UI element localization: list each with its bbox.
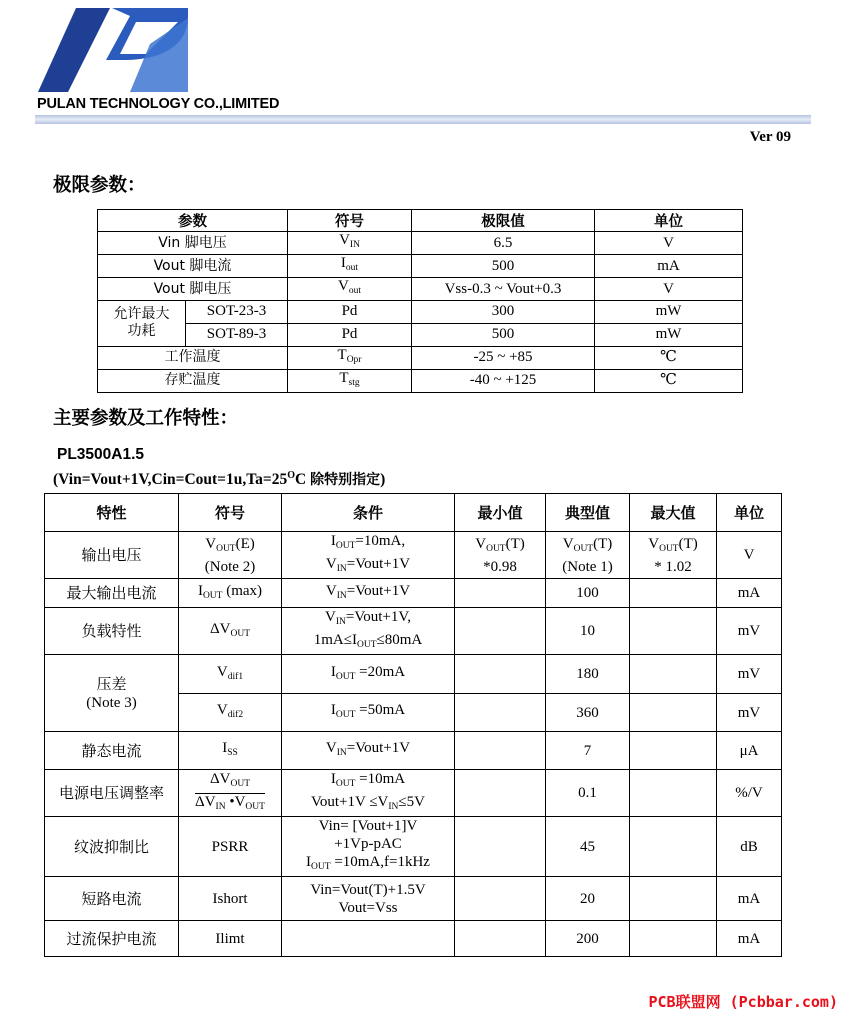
table-header-row (45, 494, 782, 532)
table-row (98, 369, 743, 392)
symbol-cell: $V_{out}$ (288, 278, 412, 301)
characteristics-table (44, 493, 782, 957)
symbol-cell: Ishort (179, 877, 282, 921)
min-cell (455, 655, 546, 694)
abs-max-title: 极限参数： (53, 175, 146, 196)
value-cell: 300 (412, 301, 595, 324)
regulation-fraction: $\frac{\Delta V_{OUT}}{\Delta V_{IN} •V_{OUT}}$ (195, 770, 265, 812)
condition-cell: $V_{IN}=Vout+1V$ (282, 579, 455, 608)
param-cell-power: 允许最大 功耗 (98, 301, 186, 347)
unit-cell: μA (717, 732, 782, 770)
typ-cell: 0.1 (546, 770, 630, 817)
typ-cell: 360 (546, 694, 630, 732)
abs-max-table (97, 209, 743, 393)
unit-cell: %/V (717, 770, 782, 817)
typ-cell: 100 (546, 579, 630, 608)
condition-cell: $V_{IN}=Vout+1V$ (282, 732, 455, 770)
min-cell (455, 877, 546, 921)
typ-cell: 200 (546, 921, 630, 957)
unit-cell: V (717, 532, 782, 579)
name-cell-dropout: 压差 (Note 3) (45, 655, 179, 732)
name-cell: 静态电流 (45, 732, 179, 770)
symbol-cell: PSRR (179, 817, 282, 877)
table-row (45, 921, 782, 957)
min-cell (455, 921, 546, 957)
header-symbol: 符号 (288, 210, 412, 232)
table-row (45, 532, 782, 579)
max-cell (630, 921, 717, 957)
value-cell: Vss-0.3 ~ Vout+0.3 (412, 278, 595, 301)
logo-stroke-left (38, 8, 110, 92)
condition-cell: $I_{OUT} =10mA$ Vout+1V $\le V_{IN}\le 5V$ (282, 770, 455, 817)
name-cell: 输出电压 (45, 532, 179, 579)
name-cell: 电源电压调整率 (45, 770, 179, 817)
table-row (45, 732, 782, 770)
table-row (98, 323, 743, 346)
min-cell (455, 732, 546, 770)
min-cell: $V_{OUT}(T)$ *0.98 (455, 532, 546, 579)
max-cell (630, 655, 717, 694)
max-cell: $V_{OUT}(T)$ * 1.02 (630, 532, 717, 579)
characteristics-title: 主要参数及工作特性： (53, 408, 239, 429)
unit-cell: ℃ (595, 369, 743, 392)
table-row (45, 817, 782, 877)
unit-cell: mV (717, 608, 782, 655)
symbol-cell: $I_{OUT}$ (max) (179, 579, 282, 608)
typ-cell: 45 (546, 817, 630, 877)
symbol-cell: $I_{SS}$ (179, 732, 282, 770)
max-cell (630, 694, 717, 732)
value-cell: -25 ~ +85 (412, 346, 595, 369)
max-cell (630, 817, 717, 877)
typ-cell: $V_{OUT}(T)$ (Note 1) (546, 532, 630, 579)
version-label: Ver 09 (749, 129, 791, 145)
header-limit: 极限值 (412, 210, 595, 232)
header-min: 最小值 (455, 494, 546, 532)
header-typ: 典型值 (546, 494, 630, 532)
symbol-cell: $\Delta V_{OUT}$ (179, 608, 282, 655)
symbol-cell: $I_{out}$ (288, 255, 412, 278)
typ-cell: 10 (546, 608, 630, 655)
header-symbol: 符号 (179, 494, 282, 532)
value-cell: -40 ~ +125 (412, 369, 595, 392)
table-row (45, 655, 782, 694)
unit-cell: V (595, 232, 743, 255)
header-unit: 单位 (595, 210, 743, 232)
max-cell (630, 579, 717, 608)
table-header-row (98, 210, 743, 232)
symbol-cell: $V_{OUT}(E)$ (Note 2) (179, 532, 282, 579)
unit-cell: mV (717, 655, 782, 694)
symbol-cell: $V_{dif2}$ (179, 694, 282, 732)
condition-cell: $I_{OUT}=10mA$, $V_{IN}=Vout+1V$ (282, 532, 455, 579)
name-cell: 最大输出电流 (45, 579, 179, 608)
min-cell (455, 608, 546, 655)
header-rule (35, 115, 811, 124)
min-cell (455, 817, 546, 877)
condition-cell: $I_{OUT} =20mA$ (282, 655, 455, 694)
max-cell (630, 732, 717, 770)
unit-cell: dB (717, 817, 782, 877)
typ-cell: 7 (546, 732, 630, 770)
unit-cell: V (595, 278, 743, 301)
condition-cell: $I_{OUT} =50mA$ (282, 694, 455, 732)
symbol-cell: $V_{IN}$ (288, 232, 412, 255)
header-param: 参数 (98, 210, 288, 232)
param-cell: Vout 脚电压 (98, 278, 288, 301)
package-cell: SOT-89-3 (186, 323, 288, 346)
table-row (98, 278, 743, 301)
header-condition: 条件 (282, 494, 455, 532)
model-number: PL3500A1.5 (57, 446, 145, 463)
table-row (45, 877, 782, 921)
param-cell: 工作温度 (98, 346, 288, 369)
param-cell: Vin 脚电压 (98, 232, 288, 255)
min-cell (455, 694, 546, 732)
symbol-cell: Pd (288, 301, 412, 324)
symbol-cell (179, 770, 282, 817)
header-max: 最大值 (630, 494, 717, 532)
value-cell: 500 (412, 255, 595, 278)
max-cell (630, 877, 717, 921)
watermark-link[interactable]: PCB联盟网 (Pcbbar.com) (648, 993, 838, 1011)
header-unit: 单位 (717, 494, 782, 532)
company-logo (38, 8, 188, 98)
unit-cell: mW (595, 323, 743, 346)
unit-cell: mW (595, 301, 743, 324)
typ-cell: 20 (546, 877, 630, 921)
package-cell: SOT-23-3 (186, 301, 288, 324)
test-conditions: ($Vin=Vout+1V,Cin=Cout=1u,Ta=25^OC$ 除特别指定) (53, 469, 386, 488)
name-cell: 纹波抑制比 (45, 817, 179, 877)
symbol-cell: $V_{dif1}$ (179, 655, 282, 694)
table-row (98, 255, 743, 278)
table-row (98, 232, 743, 255)
symbol-cell: Pd (288, 323, 412, 346)
condition-cell: Vin=Vout(T)+1.5V Vout=Vss (282, 877, 455, 921)
symbol-cell: $T_{stg}$ (288, 369, 412, 392)
typ-cell: 180 (546, 655, 630, 694)
table-row (45, 579, 782, 608)
unit-cell: mV (717, 694, 782, 732)
unit-cell: mA (717, 579, 782, 608)
max-cell (630, 770, 717, 817)
min-cell (455, 770, 546, 817)
value-cell: 6.5 (412, 232, 595, 255)
unit-cell: mA (717, 877, 782, 921)
table-row (45, 608, 782, 655)
name-cell: 短路电流 (45, 877, 179, 921)
unit-cell: mA (717, 921, 782, 957)
condition-cell: Vin= [Vout+1]V +1Vp-pAC $I_{OUT} =10mA,f=1kHz$ (282, 817, 455, 877)
condition-cell: $V_{IN}=Vout+1V$, $1mA\le I_{OUT}\le 80mA$ (282, 608, 455, 655)
symbol-cell: $T_{Opr}$ (288, 346, 412, 369)
min-cell (455, 579, 546, 608)
param-cell: Vout 脚电流 (98, 255, 288, 278)
condition-cell (282, 921, 455, 957)
value-cell: 500 (412, 323, 595, 346)
unit-cell: ℃ (595, 346, 743, 369)
header-characteristic: 特性 (45, 494, 179, 532)
name-cell: 负载特性 (45, 608, 179, 655)
table-row (98, 346, 743, 369)
table-row (45, 770, 782, 817)
company-name: PULAN TECHNOLOGY CO.,LIMITED (37, 96, 280, 112)
param-cell: 存贮温度 (98, 369, 288, 392)
unit-cell: mA (595, 255, 743, 278)
table-row (98, 301, 743, 324)
max-cell (630, 608, 717, 655)
name-cell: 过流保护电流 (45, 921, 179, 957)
symbol-cell: Ilimt (179, 921, 282, 957)
